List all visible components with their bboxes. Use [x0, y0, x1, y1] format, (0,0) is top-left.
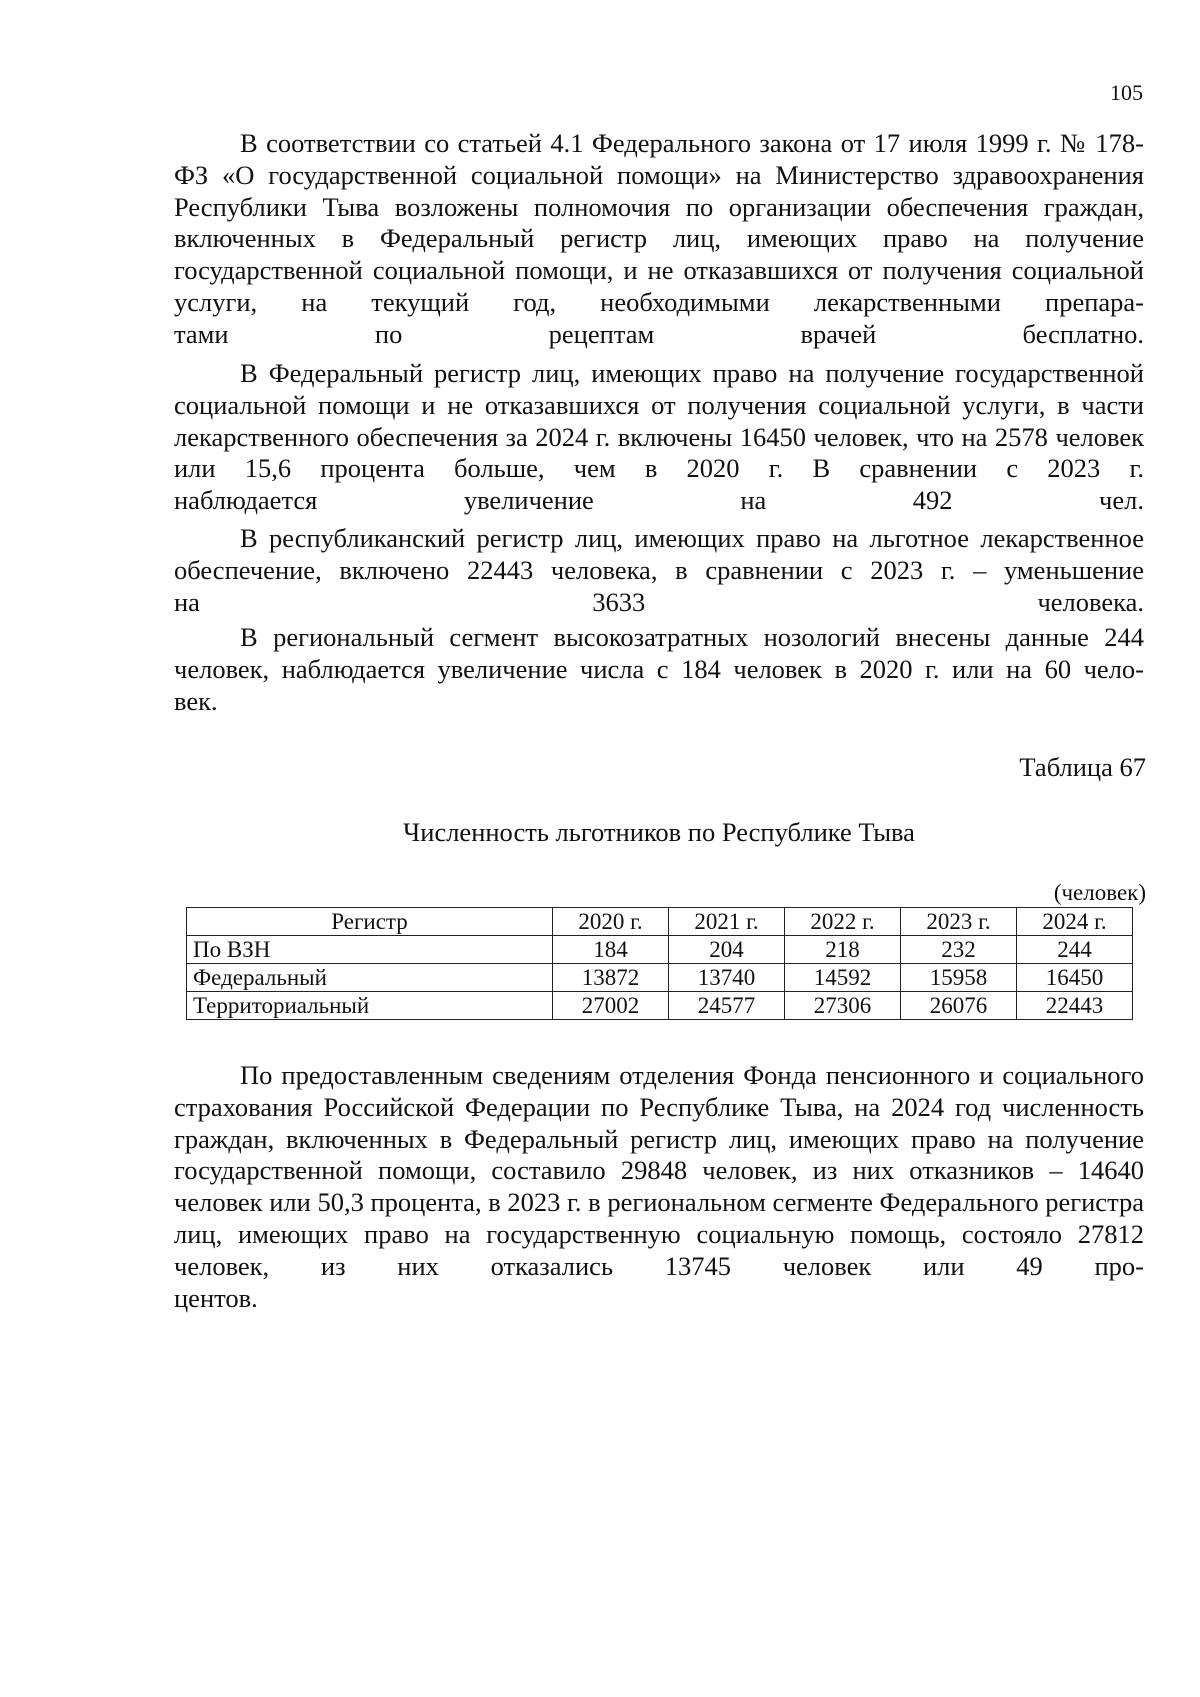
- paragraph-2-last-line: наблюдается увеличение на 492 чел.: [174, 485, 1144, 516]
- cell-value: 204: [669, 936, 785, 964]
- cell-value: 13740: [669, 964, 785, 992]
- beneficiaries-table: [186, 907, 1133, 1020]
- paragraph-4-last-line: век.: [174, 685, 218, 716]
- cell-value: 24577: [669, 992, 785, 1020]
- cell-value: 232: [901, 936, 1017, 964]
- cell-value: 26076: [901, 992, 1017, 1020]
- header-2021: 2021 г.: [669, 908, 785, 936]
- row-name: Территориальный: [187, 992, 553, 1020]
- paragraph-4-body: В региональный сегмент высокозатратных нозологий внесены данные 244 человек, наблюдается увеличение числа с 184 человек в 2020 г. или на 60 чело-: [174, 622, 1144, 684]
- page-number: 105: [1110, 80, 1143, 105]
- header-2024: 2024 г.: [1017, 908, 1133, 936]
- cell-value: 14592: [785, 964, 901, 992]
- cell-value: 22443: [1017, 992, 1133, 1020]
- cell-value: 244: [1017, 936, 1133, 964]
- cell-value: 184: [553, 936, 669, 964]
- table-row: [187, 964, 1133, 992]
- cell-value: 13872: [553, 964, 669, 992]
- table-row: [187, 992, 1133, 1020]
- header-2023: 2023 г.: [901, 908, 1017, 936]
- paragraph-3: [174, 523, 1144, 618]
- paragraph-1-body: В соответствии со статьей 4.1 Федерального закона от 17 июля 1999 г. № 178-ФЗ «О государственной социальной помощи» на Министерство здравоохранения Республики Тыва возложены полномочия по организации обеспечения граждан, включенных в Федеральный регистр лиц, имеющих право на получение государственной социальной помощи, и не отказавшихся от получения социальной услуги, на текущий год, необходимыми лекарственными препара-: [174, 128, 1144, 317]
- table-units: (человек): [1053, 880, 1146, 905]
- closing-paragraph-body: По предоставленным сведениям отделения Фонда пенсионного и социального страхования Российской Федерации по Республике Тыва, на 2024 год численность граждан, включенных в Федеральный регистр лиц, имеющих право на получение государственной помощи, составило 29848 человек, из них отказников – 14640 человек или 50,3 процента, в 2023 г. в региональном сегменте Федерального регистра лиц, имеющих право на государственную социальную помощь, состояло 27812 человек, из них отказались 13745 человек или 49 про-: [174, 1060, 1144, 1281]
- paragraph-4: [174, 622, 1144, 717]
- paragraph-1-last-line: тами по рецептам врачей бесплатно.: [174, 318, 1144, 349]
- paragraph-3-body: В республиканский регистр лиц, имеющих право на льготное лекарственное обеспечение, включено 22443 человека, в сравнении с 2023 г. – уменьшение: [174, 523, 1144, 585]
- closing-paragraph: [174, 1060, 1144, 1314]
- table-header-row: [187, 908, 1133, 936]
- cell-value: 27306: [785, 992, 901, 1020]
- paragraph-3-last-line: на 3633 человека.: [174, 586, 1144, 617]
- table-title: Численность льготников по Республике Тыва: [403, 817, 915, 847]
- cell-value: 218: [785, 936, 901, 964]
- row-name: По ВЗН: [187, 936, 553, 964]
- header-2020: 2020 г.: [553, 908, 669, 936]
- paragraph-2: [174, 358, 1144, 517]
- cell-value: 16450: [1017, 964, 1133, 992]
- closing-paragraph-last-line: центов.: [174, 1282, 258, 1313]
- header-2022: 2022 г.: [785, 908, 901, 936]
- row-name: Федеральный: [187, 964, 553, 992]
- header-register: Регистр: [187, 908, 553, 936]
- cell-value: 15958: [901, 964, 1017, 992]
- paragraph-2-body: В Федеральный регистр лиц, имеющих право на получение государственной социальной помощи и не отказавшихся от получения социальной услуги, в части лекарственного обеспечения за 2024 г. включены 16450 человек, что на 2578 человек или 15,6 процента больше, чем в 2020 г. В сравнении с 2023 г.: [174, 358, 1144, 484]
- table-label: Таблица 67: [1019, 752, 1146, 782]
- paragraph-1: [174, 128, 1144, 351]
- cell-value: 27002: [553, 992, 669, 1020]
- table-row: [187, 936, 1133, 964]
